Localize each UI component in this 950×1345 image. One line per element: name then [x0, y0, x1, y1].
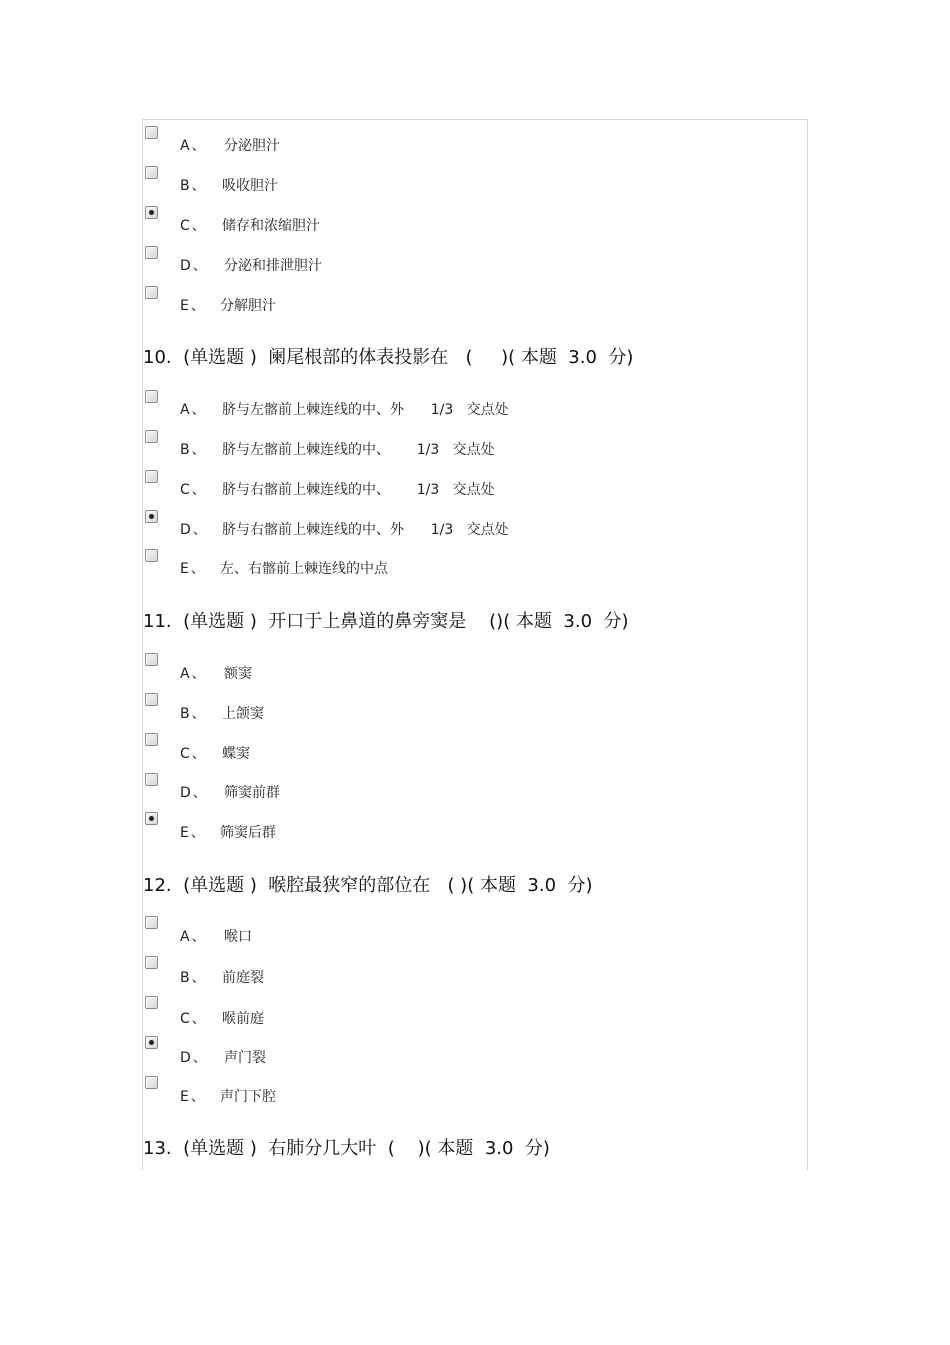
option-text: 储存和浓缩胆汁: [222, 218, 320, 234]
question-title: 12. (单选题 ) 喉腔最狭窄的部位在 ( )( 本题 3.0 分): [143, 875, 593, 896]
option-radio-c[interactable]: [145, 206, 158, 219]
radio-dot: [149, 816, 154, 821]
option-letter: C、: [180, 482, 208, 498]
option-text: 前庭裂: [222, 970, 264, 986]
option-text: 筛窦前群: [224, 785, 280, 801]
option-letter: B、: [180, 178, 208, 194]
option-text: 分泌和排泄胆汁: [224, 258, 322, 274]
option-text: 分泌胆汁: [224, 138, 280, 154]
option-radio-c[interactable]: [145, 470, 158, 483]
option-radio-b[interactable]: [145, 956, 158, 969]
option-letter: C、: [180, 746, 208, 762]
option-letter: A、: [180, 929, 208, 945]
option-radio-c[interactable]: [145, 733, 158, 746]
option-text: 声门下腔: [220, 1089, 276, 1105]
option-text: 脐与右髂前上棘连线的中、 1/3 交点处: [222, 482, 495, 498]
option-text: 蝶窦: [222, 746, 250, 762]
option-radio-e[interactable]: [145, 549, 158, 562]
option-text: 吸收胆汁: [222, 178, 278, 194]
option-radio-a[interactable]: [145, 916, 158, 929]
option-radio-c[interactable]: [145, 996, 158, 1009]
option-text: 分解胆汁: [220, 298, 276, 314]
option-text: 额窦: [224, 666, 252, 682]
option-text: 喉前庭: [222, 1011, 264, 1027]
option-letter: A、: [180, 666, 208, 682]
question-title: 11. (单选题 ) 开口于上鼻道的鼻旁窦是 ()( 本题 3.0 分): [143, 611, 629, 632]
option-letter: A、: [180, 138, 208, 154]
radio-dot: [149, 1040, 154, 1045]
option-text: 筛窦后群: [220, 825, 276, 841]
option-radio-e[interactable]: [145, 286, 158, 299]
option-radio-d[interactable]: [145, 246, 158, 259]
option-letter: B、: [180, 970, 208, 986]
option-radio-e[interactable]: [145, 1076, 158, 1089]
option-letter: E、: [180, 561, 207, 577]
option-radio-d[interactable]: [145, 510, 158, 523]
option-text: 脐与左髂前上棘连线的中、 1/3 交点处: [222, 442, 495, 458]
option-text: 脐与右髂前上棘连线的中、外 1/3 交点处: [222, 522, 509, 538]
option-text: 上颌窦: [222, 706, 264, 722]
option-radio-a[interactable]: [145, 653, 158, 666]
option-radio-d[interactable]: [145, 773, 158, 786]
option-letter: D、: [180, 258, 209, 274]
option-letter: D、: [180, 522, 209, 538]
option-radio-b[interactable]: [145, 430, 158, 443]
question-title: 13. (单选题 ) 右肺分几大叶 ( )( 本题 3.0 分): [143, 1138, 550, 1159]
option-radio-a[interactable]: [145, 390, 158, 403]
option-letter: A、: [180, 402, 208, 418]
option-letter: C、: [180, 1011, 208, 1027]
radio-dot: [149, 514, 154, 519]
option-radio-b[interactable]: [145, 166, 158, 179]
option-radio-a[interactable]: [145, 126, 158, 139]
option-letter: C、: [180, 218, 208, 234]
option-letter: D、: [180, 785, 209, 801]
question-title: 10. (单选题 ) 阑尾根部的体表投影在 ( )( 本题 3.0 分): [143, 347, 634, 368]
option-radio-e[interactable]: [145, 812, 158, 825]
option-text: 脐与左髂前上棘连线的中、外 1/3 交点处: [222, 402, 509, 418]
option-text: 左、右髂前上棘连线的中点: [220, 561, 388, 577]
option-radio-b[interactable]: [145, 693, 158, 706]
radio-dot: [149, 210, 154, 215]
option-text: 声门裂: [224, 1050, 266, 1066]
option-letter: D、: [180, 1050, 209, 1066]
option-letter: E、: [180, 298, 207, 314]
option-text: 喉口: [224, 929, 252, 945]
option-letter: E、: [180, 1089, 207, 1105]
option-letter: E、: [180, 825, 207, 841]
option-letter: B、: [180, 442, 208, 458]
option-radio-d[interactable]: [145, 1036, 158, 1049]
option-letter: B、: [180, 706, 208, 722]
